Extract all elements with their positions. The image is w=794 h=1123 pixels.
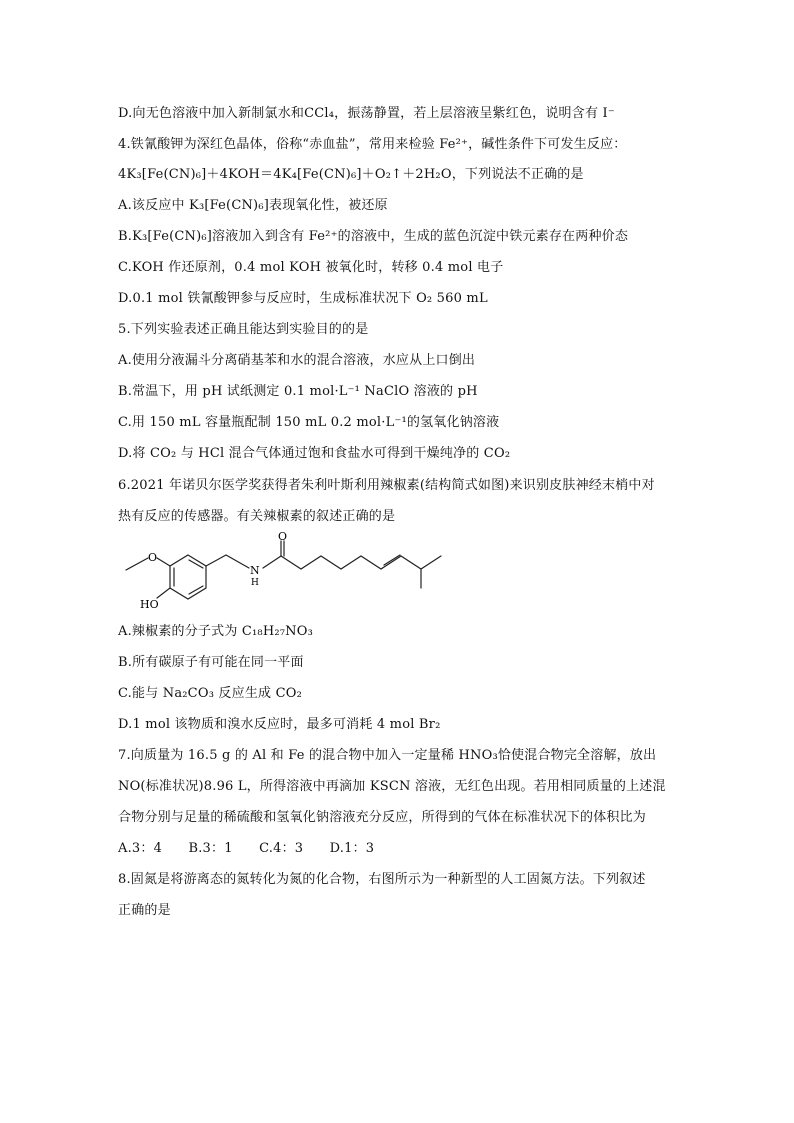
- q7-stem-line-1: 7.向质量为 16.5 g 的 Al 和 Fe 的混合物中加入一定量稀 HNO₃恰使混合物完全溶解，放出: [118, 748, 657, 763]
- q4-option-a: A.该反应中 K₃[Fe(CN)₆]表现氧化性，被还原: [118, 198, 388, 213]
- q6-stem-line-1: 6.2021 年诺贝尔医学奖获得者朱利叶斯利用辣椒素(结构简式如图)来识别皮肤神经末梢中对: [118, 478, 655, 493]
- hydroxyl-label: HO: [140, 598, 159, 611]
- q7-stem-line-3: 合物分别与足量的稀硫酸和氢氧化钠溶液充分反应，所得到的气体在标准状况下的体积比为: [118, 810, 647, 825]
- benzene-ring: [170, 555, 206, 599]
- q5-option-c: C.用 150 mL 容量瓶配制 150 mL 0.2 mol·L⁻¹的氢氧化钠溶液: [118, 415, 500, 430]
- q4-option-c: C.KOH 作还原剂，0.4 mol KOH 被氧化时，转移 0.4 mol 电子: [118, 260, 504, 275]
- q5-option-d: D.将 CO₂ 与 HCl 混合气体通过饱和食盐水可得到干燥纯净的 CO₂: [118, 446, 511, 461]
- carbonyl-o-label: O: [278, 532, 288, 543]
- q7-options: A.3：4 B.3：1 C.4：3 D.1：3: [118, 841, 375, 856]
- methoxy-o-label: O: [148, 551, 158, 564]
- q8-stem-line-2: 正确的是: [118, 903, 171, 918]
- q4-stem-line-2: 4K₃[Fe(CN)₆]＋4KOH＝4K₄[Fe(CN)₆]＋O₂↑＋2H₂O，下列说法不正确的是: [118, 167, 584, 182]
- q6-option-a: A.辣椒素的分子式为 C₁₈H₂₇NO₃: [118, 624, 314, 639]
- amide-h-label: H: [251, 578, 259, 588]
- q7-stem-line-2: NO(标准状况)8.96 L，所得溶液中再滴加 KSCN 溶液，无红色出现。若用相同质量的上述混: [118, 779, 666, 794]
- q6-option-b: B.所有碳原子有可能在同一平面: [118, 655, 304, 670]
- q6-option-c: C.能与 Na₂CO₃ 反应生成 CO₂: [118, 686, 302, 701]
- q6-stem-line-2: 热有反应的传感器。有关辣椒素的叙述正确的是: [118, 509, 396, 524]
- q5-option-a: A.使用分液漏斗分离硝基苯和水的混合溶液，水应从上口倒出: [118, 353, 476, 368]
- q6-option-d: D.1 mol 该物质和溴水反应时，最多可消耗 4 mol Br₂: [118, 717, 441, 732]
- q3-option-d: D.向无色溶液中加入新制氯水和CCl₄，振荡静置，若上层溶液呈紫红色，说明含有 I⁻: [118, 106, 615, 121]
- amide-n-label: N: [250, 564, 260, 577]
- q4-option-b: B.K₃[Fe(CN)₆]溶液加入到含有 Fe²⁺的溶液中，生成的蓝色沉淀中铁元素存在两种价态: [118, 229, 629, 244]
- q8-stem-line-1: 8.固氮是将游离态的氮转化为氮的化合物，右图所示为一种新型的人工固氮方法。下列叙述: [118, 872, 646, 887]
- capsaicin-structure-diagram: [118, 532, 468, 618]
- q4-option-d: D.0.1 mol 铁氰酸钾参与反应时，生成标准状况下 O₂ 560 mL: [118, 291, 488, 306]
- q5-option-b: B.常温下，用 pH 试纸测定 0.1 mol·L⁻¹ NaClO 溶液的 pH: [118, 384, 478, 399]
- q4-stem-line-1: 4.铁氰酸钾为深红色晶体，俗称“赤血盐”，常用来检验 Fe²⁺，碱性条件下可发生反应：: [118, 137, 627, 152]
- q5-stem: 5.下列实验表述正确且能达到实验目的的是: [118, 322, 369, 337]
